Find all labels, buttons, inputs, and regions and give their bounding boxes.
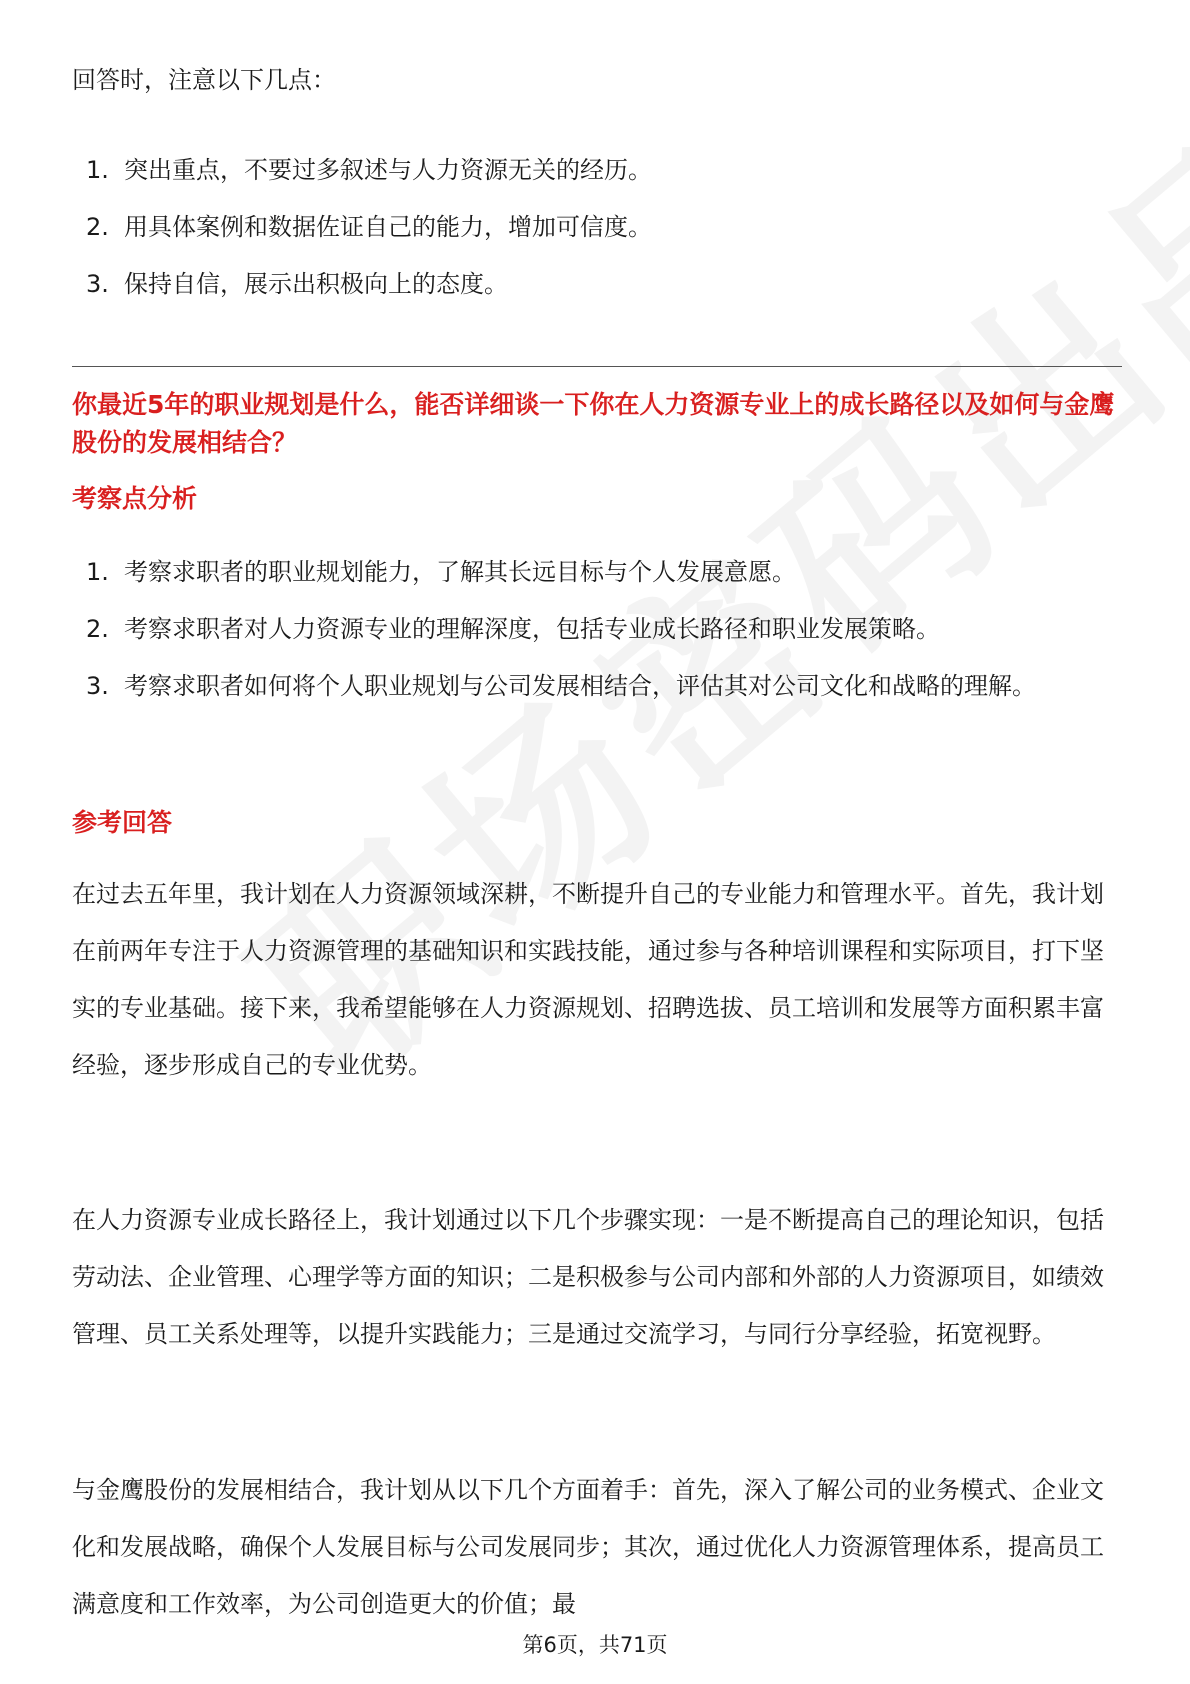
- section-divider: [72, 366, 1122, 367]
- analysis-heading: 考察点分析: [72, 484, 198, 513]
- tips-list: [72, 142, 1122, 313]
- list-number: 1.: [86, 558, 109, 586]
- question-heading: 你最近5年的职业规划是什么，能否详细谈一下你在人力资源专业上的成长路径以及如何与金鹰股份的发展相结合？: [72, 390, 1115, 457]
- answer-paragraph: 在过去五年里，我计划在人力资源领域深耕，不断提升自己的专业能力和管理水平。首先，我计划在前两年专注于人力资源管理的基础知识和实践技能，通过参与各种培训课程和实际项目，打下坚实的专业基础。接下来，我希望能够在人力资源规划、招聘选拔、员工培训和发展等方面积累丰富经验，逐步形成自己的专业优势。: [72, 880, 1104, 1079]
- answer-paragraph: 与金鹰股份的发展相结合，我计划从以下几个方面着手：首先，深入了解公司的业务模式、企业文化和发展战略，确保个人发展目标与公司发展同步；其次，通过优化人力资源管理体系，提高员工满意度和工作效率，为公司创造更大的价值；最: [72, 1476, 1104, 1618]
- list-item: [72, 658, 1122, 715]
- list-item-text: 考察求职者如何将个人职业规划与公司发展相结合，评估其对公司文化和战略的理解。: [124, 672, 1036, 700]
- list-item-text: 突出重点，不要过多叙述与人力资源无关的经历。: [124, 156, 652, 184]
- list-item: [72, 199, 1122, 256]
- intro-text: 回答时，注意以下几点：: [72, 66, 336, 94]
- list-number: 3.: [86, 270, 109, 298]
- list-number: 3.: [86, 672, 109, 700]
- list-item-text: 保持自信，展示出积极向上的态度。: [124, 270, 508, 298]
- list-item: [72, 256, 1122, 313]
- list-item: [72, 544, 1122, 601]
- analysis-list: [72, 544, 1122, 715]
- list-item: [72, 142, 1122, 199]
- list-number: 2.: [86, 615, 109, 643]
- list-item-text: 考察求职者对人力资源专业的理解深度，包括专业成长路径和职业发展策略。: [124, 615, 940, 643]
- list-item-text: 考察求职者的职业规划能力，了解其长远目标与个人发展意愿。: [124, 558, 796, 586]
- list-number: 1.: [86, 156, 109, 184]
- list-number: 2.: [86, 213, 109, 241]
- page-number-footer: 第6页，共71页: [522, 1633, 668, 1657]
- list-item-text: 用具体案例和数据佐证自己的能力，增加可信度。: [124, 213, 652, 241]
- list-item: [72, 601, 1122, 658]
- answer-paragraph: 在人力资源专业成长路径上，我计划通过以下几个步骤实现：一是不断提高自己的理论知识，包括劳动法、企业管理、心理学等方面的知识；二是积极参与公司内部和外部的人力资源项目，如绩效管理、员工关系处理等，以提升实践能力；三是通过交流学习，与同行分享经验，拓宽视野。: [72, 1206, 1104, 1348]
- answer-heading: 参考回答: [72, 808, 173, 837]
